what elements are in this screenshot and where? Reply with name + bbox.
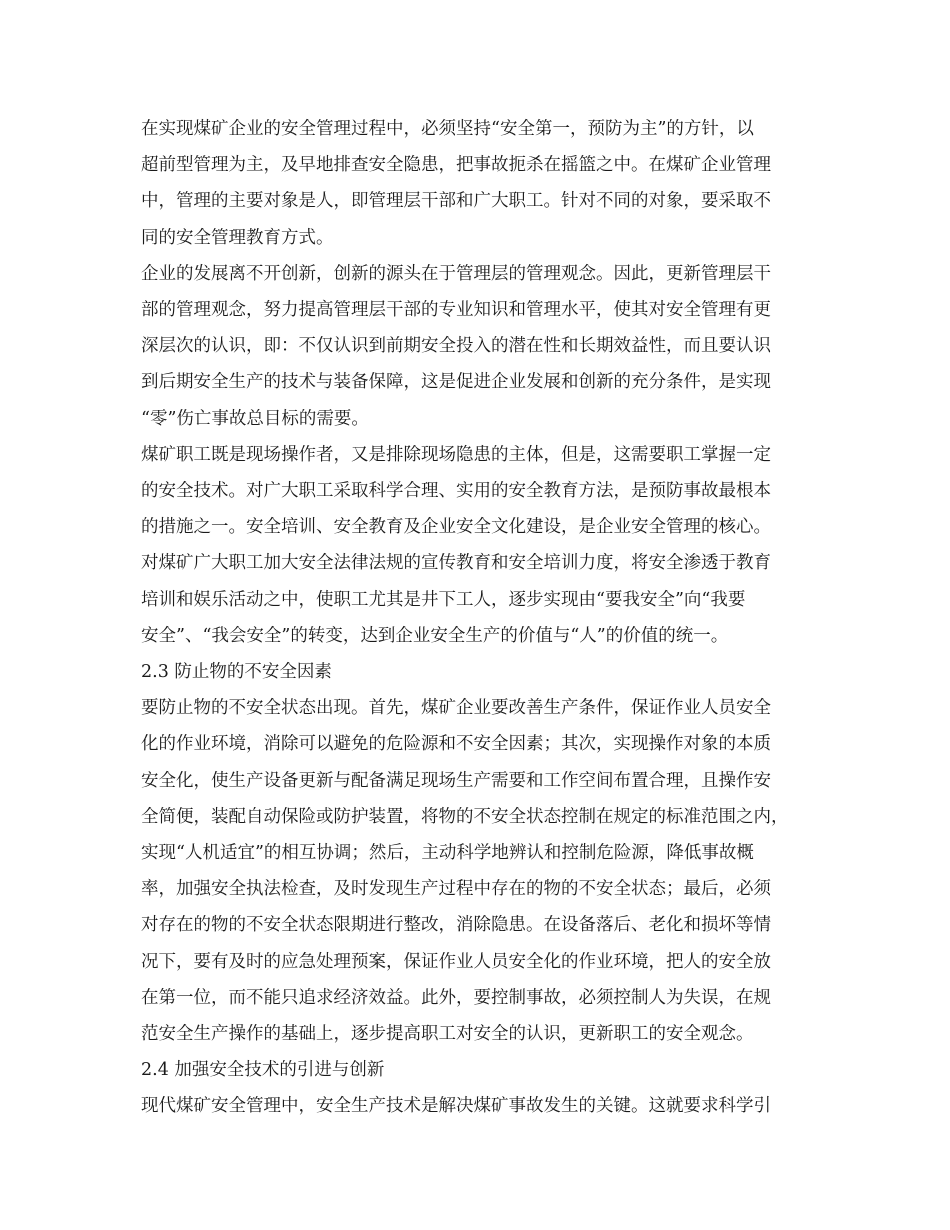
- paragraph-line: 率，加强安全执法检查，及时发现生产过程中存在的物的不安全状态；最后，必须: [141, 879, 771, 900]
- document-page: [141, 111, 811, 1125]
- paragraph: [141, 1088, 811, 1124]
- paragraph-line: 的措施之一。安全培训、安全教育及企业安全文化建设，是企业安全管理的核心。: [141, 517, 771, 538]
- paragraph-line: 培训和娱乐活动之中，使职工尤其是井下工人，逐步实现由“要我安全”向“我要: [141, 589, 746, 610]
- paragraph-line: 同的安全管理教育方式。: [141, 227, 334, 248]
- paragraph-line: 要防止物的不安全状态出现。首先，煤矿企业要改善生产条件，保证作业人员安全: [141, 698, 771, 719]
- heading-text: 2.4 加强安全技术的引进与创新: [141, 1060, 385, 1081]
- heading-text: 2.3 防止物的不安全因素: [141, 662, 332, 683]
- paragraph-line: 范安全生产操作的基础上，逐步提高职工对安全的认识，更新职工的安全观念。: [141, 1024, 754, 1045]
- paragraph-line: 对煤矿广大职工加大安全法律法规的宣传教育和安全培训力度，将安全渗透于教育: [141, 553, 771, 574]
- paragraph-line: 实现“人机适宜”的相互协调；然后，主动科学地辨认和控制危险源，降低事故概: [141, 843, 754, 864]
- paragraph-line: 超前型管理为主，及早地排查安全隐患，把事故扼杀在摇篮之中。在煤矿企业管理: [141, 155, 771, 176]
- paragraph-line: 安全化，使生产设备更新与配备满足现场生产需要和工作空间布置合理，且操作安: [141, 770, 771, 791]
- paragraph-line: 在第一位，而不能只追求经济效益。此外，要控制事故，必须控制人为失误，在规: [141, 987, 771, 1008]
- paragraph: [141, 437, 811, 654]
- paragraph-line: 况下，要有及时的应急处理预案，保证作业人员安全化的作业环境，把人的安全放: [141, 951, 771, 972]
- paragraph-line: 深层次的认识，即：不仅认识到前期安全投入的潜在性和长期效益性，而且要认识: [141, 336, 771, 357]
- paragraph: [141, 256, 811, 437]
- paragraph-line: 全简便，装配自动保险或防护装置，将物的不安全状态控制在规定的标准范围之内，: [141, 806, 789, 827]
- paragraph-line: 的安全技术。对广大职工采取科学合理、实用的安全教育方法，是预防事故最根本: [141, 481, 771, 502]
- section-heading: [141, 654, 811, 690]
- paragraph-line: 企业的发展离不开创新，创新的源头在于管理层的管理观念。因此，更新管理层干: [141, 263, 771, 284]
- document-body: [141, 111, 811, 1125]
- paragraph-line: 中，管理的主要对象是人，即管理层干部和广大职工。针对不同的对象，要采取不: [141, 191, 771, 212]
- paragraph-line: 化的作业环境，消除可以避免的危险源和不安全因素；其次，实现操作对象的本质: [141, 734, 771, 755]
- paragraph-line: 煤矿职工既是现场操作者，又是排除现场隐患的主体，但是，这需要职工掌握一定: [141, 444, 771, 465]
- paragraph-line: 部的管理观念，努力提高管理层干部的专业知识和管理水平，使其对安全管理有更: [141, 300, 771, 321]
- paragraph-line: “零”伤亡事故总目标的需要。: [141, 408, 369, 429]
- paragraph-line: 对存在的物的不安全状态限期进行整改，消除隐患。在设备落后、老化和损坏等情: [141, 915, 771, 936]
- paragraph: [141, 690, 811, 1052]
- paragraph-line: 安全”、“我会安全”的转变，达到企业安全生产的价值与“人”的价值的统一。: [141, 625, 729, 646]
- paragraph-line: 现代煤矿安全管理中，安全生产技术是解决煤矿事故发生的关键。这就要求科学引: [141, 1096, 771, 1117]
- section-heading: [141, 1052, 811, 1088]
- paragraph-line: 在实现煤矿企业的安全管理过程中，必须坚持“安全第一，预防为主”的方针，以: [141, 119, 754, 139]
- paragraph-line: 到后期安全生产的技术与装备保障，这是促进企业发展和创新的充分条件，是实现: [141, 372, 771, 393]
- paragraph: [141, 111, 811, 256]
